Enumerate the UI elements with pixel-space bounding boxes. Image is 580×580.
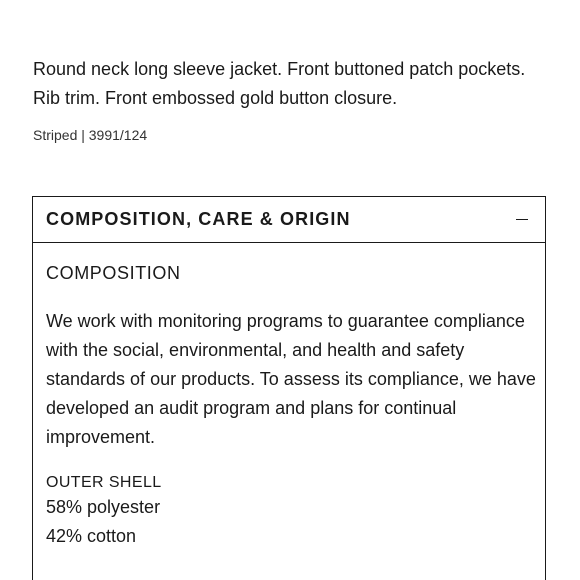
product-description: Round neck long sleeve jacket. Front buttoned patch pockets. Rib trim. Front embossed gold button closure. bbox=[33, 59, 526, 108]
composition-heading: COMPOSITION bbox=[46, 263, 181, 283]
composition-accordion bbox=[32, 196, 546, 580]
minus-icon[interactable] bbox=[516, 219, 528, 220]
material-item: 42% cotton bbox=[46, 526, 137, 546]
outer-shell-label: OUTER SHELL bbox=[46, 474, 162, 491]
material-list bbox=[46, 493, 160, 551]
product-color-reference: Striped | 3991/124 bbox=[33, 127, 148, 143]
accordion-title: COMPOSITION, CARE & ORIGIN bbox=[46, 209, 351, 229]
accordion-header[interactable] bbox=[33, 197, 545, 243]
material-item: 58% polyester bbox=[46, 497, 161, 517]
composition-text: We work with monitoring programs to guarantee compliance with the social, environmental, and health and safety standards of our products. To assess its compliance, we have developed an audit program and plans for continual improvement. bbox=[46, 311, 536, 447]
